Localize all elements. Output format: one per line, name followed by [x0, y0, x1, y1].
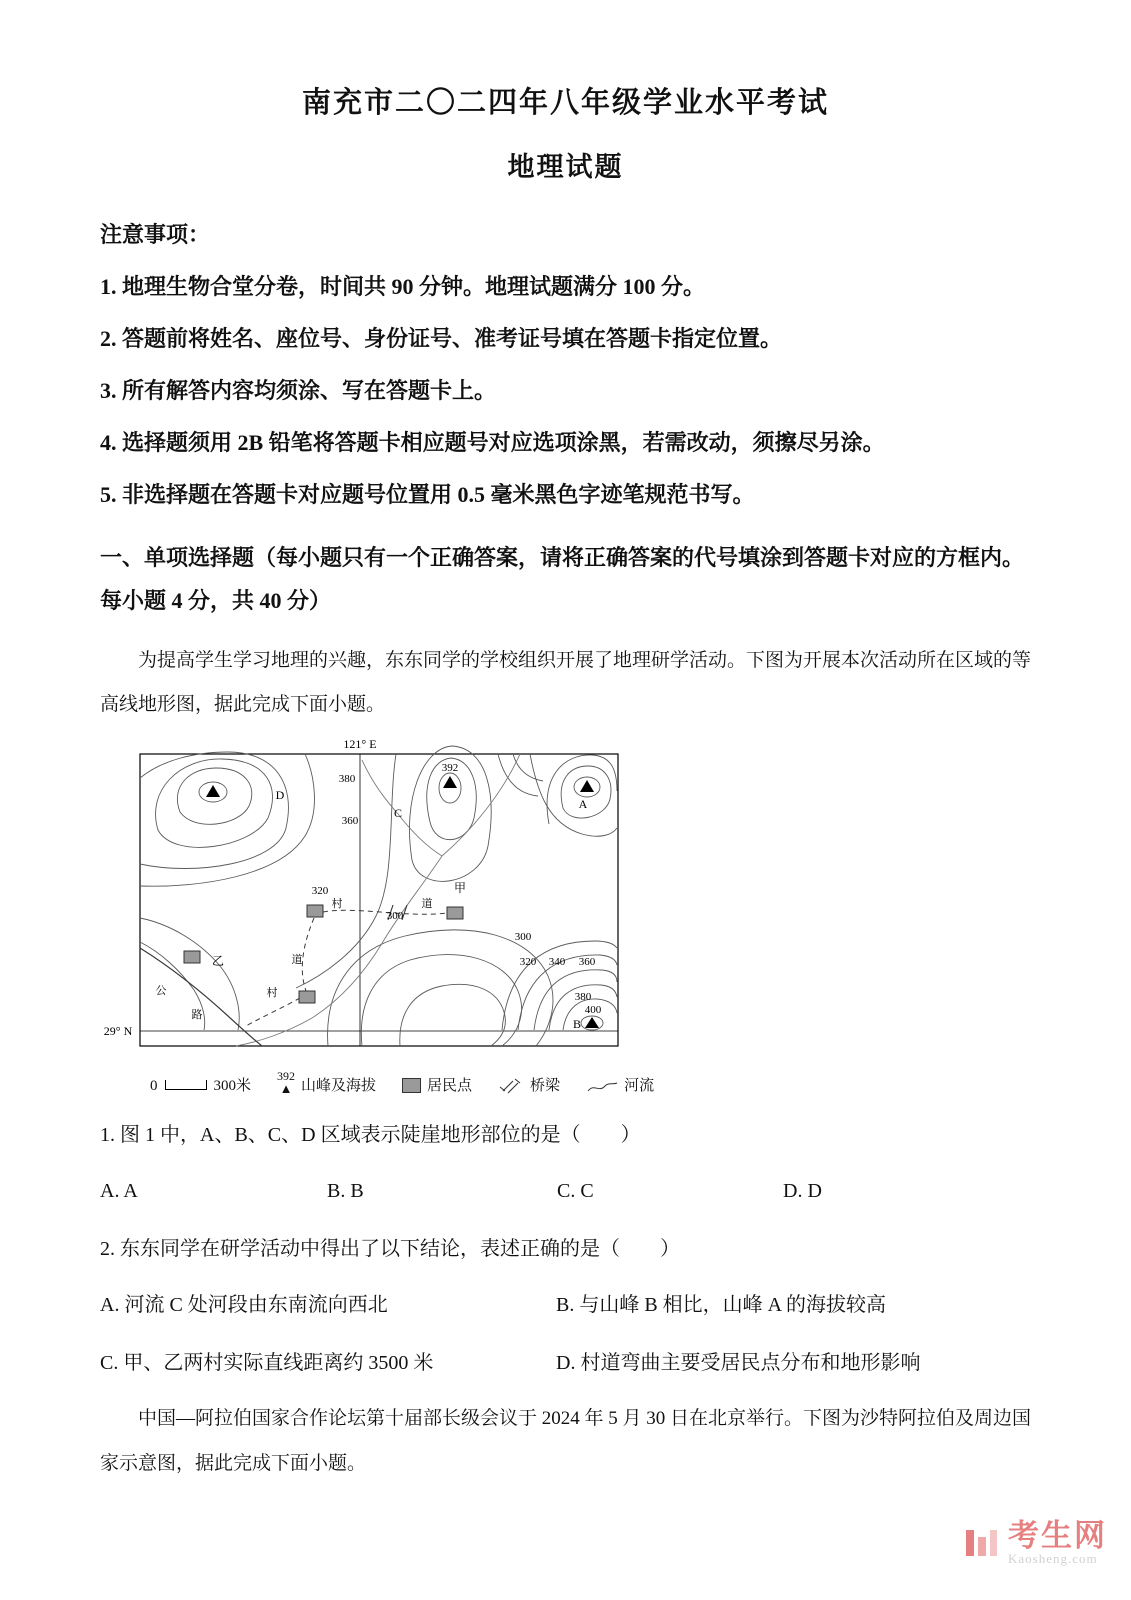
legend-peak-label: 山峰及海拔 — [301, 1078, 377, 1095]
peak-legend-icon — [277, 1070, 295, 1095]
region-d-label: D — [275, 788, 285, 803]
kaosheng-domain: Kaosheng.com — [1008, 1551, 1098, 1567]
contour-380-top: 380 — [338, 773, 356, 786]
peak-392-icon — [443, 776, 457, 788]
map-legend — [150, 1070, 1031, 1095]
contour-300-mid: 300 — [386, 910, 404, 923]
peak-markers — [206, 776, 599, 1028]
scale-zero: 0 — [150, 1078, 158, 1095]
q2-option-a: A. 河流 C 处河段由东南流向西北 — [100, 1294, 388, 1317]
note-3: 3. 所有解答内容均须涂、写在答题卡上。 — [100, 378, 497, 403]
q2-option-c: C. 甲、乙两村实际直线距离约 3500 米 — [100, 1352, 434, 1375]
peak-legend-elev: 392 — [277, 1069, 296, 1084]
passage-2: 中国—阿拉伯国家合作论坛第十届部长级会议于 2024 年 5 月 30 日在北京举行。下图为沙特阿拉伯及周边国家示意图，据此完成下面小题。 — [100, 1408, 1032, 1474]
lu-label: 路 — [191, 1009, 203, 1022]
dao-east-label: 道 — [421, 898, 433, 911]
river-icon — [586, 1080, 618, 1095]
latitude-label: 29° N — [103, 1024, 133, 1039]
passage-1: 为提高学生学习地理的兴趣，东东同学的学校组织开展了地理研学活动。下图为开展本次活动所在区域的等高线地形图，据此完成下面小题。 — [100, 649, 1032, 716]
question-2: 2. 东东同学在研学活动中得出了以下结论，表述正确的是（ ） — [100, 1238, 680, 1261]
gong-label: 公 — [155, 985, 167, 998]
map-labels — [156, 762, 602, 1031]
peak-northwest-icon — [206, 785, 220, 797]
q2-option-d: D. 村道弯曲主要受居民点分布和地形影响 — [556, 1352, 921, 1375]
exam-subject: 地理试题 — [507, 152, 624, 182]
question-1: 1. 图 1 中，A、B、C、D 区域表示陡崖地形部位的是（ ） — [100, 1124, 641, 1147]
elev-392-label: 392 — [441, 762, 459, 775]
longitude-label: 121° E — [343, 737, 377, 752]
exam-title: 南充市二〇二四年八年级学业水平考试 — [301, 87, 829, 119]
note-4: 4. 选择题须用 2B 铅笔将答题卡相应题号对应选项涂黑，若需改动，须擦尽另涂。 — [100, 430, 885, 455]
bridge-icon — [498, 1078, 524, 1095]
q1-option-b: B. B — [327, 1180, 364, 1203]
cun-upper-label: 村 — [331, 898, 343, 911]
q1-option-c: C. C — [557, 1180, 594, 1203]
cun-lower-label: 村 — [266, 987, 278, 1000]
contour-300-right: 300 — [514, 931, 532, 944]
legend-river-label: 河流 — [624, 1078, 655, 1095]
village-jia-label: 甲 — [453, 881, 467, 896]
settlements — [184, 905, 463, 1003]
contour-340-right: 340 — [548, 956, 566, 969]
legend-bridge-label: 桥梁 — [530, 1078, 561, 1095]
q1-option-a: A. A — [100, 1180, 138, 1203]
settlement-square-icon — [402, 1078, 421, 1093]
contour-360-top: 360 — [341, 815, 359, 828]
contour-320-left: 320 — [311, 885, 329, 898]
region-c-label: C — [393, 806, 403, 821]
contour-400-right: 400 — [584, 1004, 602, 1017]
legend-bridge — [498, 1074, 560, 1095]
legend-river — [586, 1074, 654, 1095]
legend-settlement-label: 居民点 — [427, 1078, 473, 1095]
peak-a-icon — [580, 780, 594, 792]
region-a-label: A — [578, 797, 588, 812]
settlement-jia — [447, 907, 463, 919]
scale-distance: 300米 — [213, 1078, 252, 1095]
settlement-cun-upper — [307, 905, 323, 917]
kaosheng-name: 考生网 — [1008, 1517, 1107, 1553]
question-2-options — [100, 1287, 1031, 1381]
contour-320-right: 320 — [519, 956, 537, 969]
region-b-label: B — [572, 1017, 582, 1032]
dao-south-label: 道 — [291, 954, 303, 967]
scale-line — [165, 1080, 207, 1090]
contour-380-right: 380 — [574, 991, 592, 1004]
peak-triangle-icon: ▲ — [279, 1081, 293, 1097]
legend-settlement — [402, 1074, 472, 1095]
peak-b-icon — [585, 1017, 599, 1028]
contour-map — [100, 736, 660, 1068]
village-yi-label: 乙 — [211, 954, 225, 969]
section1-header: 一、单项选择题（每小题只有一个正确答案，请将正确答案的代号填涂到答题卡对应的方框内。每小题 4 分，共 40 分） — [100, 545, 1025, 613]
kaosheng-text — [1008, 1517, 1107, 1567]
contour-map-figure — [100, 736, 1031, 1095]
notes-header: 注意事项： — [100, 222, 211, 247]
question-1-options — [100, 1173, 1031, 1209]
settlement-yi — [184, 951, 200, 963]
kaosheng-logo-icon — [962, 1524, 1000, 1562]
q1-option-d: D. D — [783, 1180, 822, 1203]
note-2: 2. 答题前将姓名、座位号、身份证号、准考证号填在答题卡指定位置。 — [100, 326, 783, 351]
note-1: 1. 地理生物合堂分卷，时间共 90 分钟。地理试题满分 100 分。 — [100, 274, 706, 299]
village-roads — [246, 910, 447, 1026]
kaosheng-watermark — [962, 1517, 1107, 1567]
contour-360-right: 360 — [578, 956, 596, 969]
legend-peak — [277, 1070, 376, 1095]
scale-bar — [150, 1074, 251, 1095]
settlement-cun-lower — [299, 991, 315, 1003]
note-5: 5. 非选择题在答题卡对应题号位置用 0.5 毫米黑色字迹笔规范书写。 — [100, 482, 755, 507]
q2-option-b: B. 与山峰 B 相比，山峰 A 的海拔较高 — [556, 1294, 887, 1317]
